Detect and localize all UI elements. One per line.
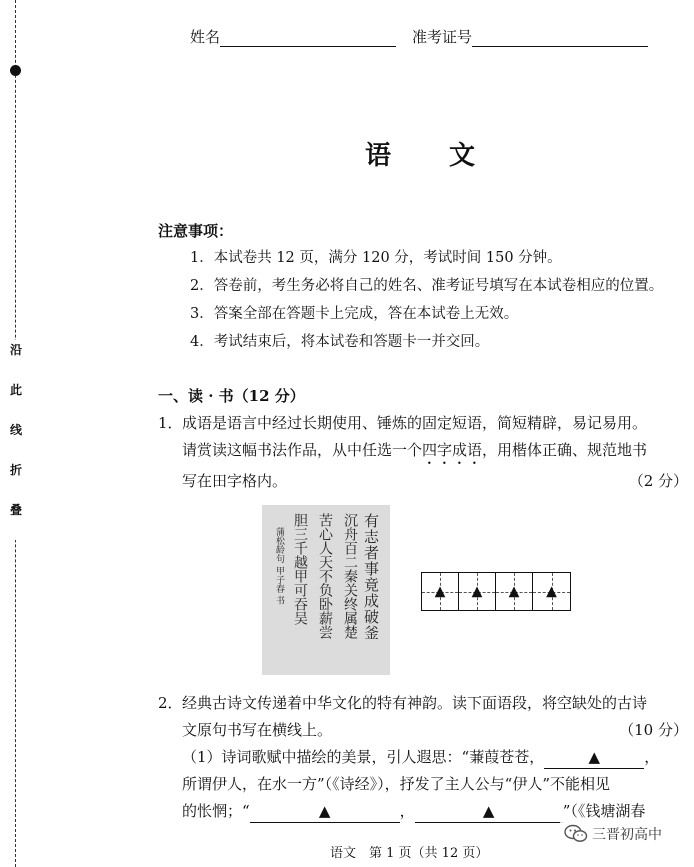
notice-item: 1．本试卷共 12 页，满分 120 分，考试时间 150 分钟。 [190, 250, 562, 266]
watermark-text: 三晋初高中 [592, 827, 662, 843]
calligraphy-artwork [262, 505, 390, 675]
calligraphy-column: 有志者事竟成破釜 [362, 513, 380, 641]
question-score: （2 分） [628, 472, 688, 490]
triangle-mark: ▲ [434, 583, 446, 600]
name-field[interactable] [220, 29, 396, 47]
grid-cell[interactable] [422, 573, 459, 610]
calligraphy-column: 苦心人天不负卧薪尝 [317, 513, 333, 639]
question-number: 1． [158, 414, 183, 432]
question-1 [158, 410, 688, 495]
grid-cell[interactable] [496, 573, 533, 610]
fold-instruction [6, 340, 26, 540]
notice-title: 注意事项： [158, 222, 234, 240]
notice-item: 2．答卷前，考生务必将自己的姓名、准考证号填写在本试卷相应的位置。 [190, 278, 664, 294]
notice-list [190, 248, 663, 360]
triangle-mark: ▲ [508, 583, 520, 600]
triangle-mark: ▲ [471, 583, 483, 600]
question-number: 2． [158, 694, 183, 712]
triangle-mark: ▲ [546, 583, 557, 600]
answer-blank[interactable]: ▲ [415, 801, 563, 823]
id-label: 准考证号 [412, 28, 473, 46]
fold-char: 线 [9, 423, 22, 437]
grid-cell[interactable] [533, 573, 570, 610]
fold-char: 叠 [9, 503, 22, 517]
candidate-header [190, 26, 648, 47]
grid-cell[interactable] [459, 573, 496, 610]
question-2 [158, 690, 688, 825]
sub-question-1: （1）诗词歌赋中描绘的美景，引人遐思：“蒹葭苍苍， ▲ ， 所谓伊人，在水一方”（《诗经》），抒发了主人公与“伊人”不能相见 的怅惘；“ ▲ ， ▲ ”（《钱塘湖春 [182, 744, 688, 825]
fold-dot [10, 65, 21, 76]
answer-grid [421, 572, 571, 611]
emphasis-text: 四字成语 [422, 441, 483, 459]
question-text: 所谓伊人，在水一方”（《诗经》），抒发了主人公与“伊人”不能相见 [182, 775, 611, 793]
answer-blank[interactable]: ▲ [544, 747, 644, 769]
fold-char: 折 [9, 463, 22, 477]
question-text: 经典古诗文传递着中华文化的特有神韵。读下面语段，将空缺处的古诗 [182, 694, 648, 712]
section-title: 一、读 · 书（12 分） [158, 387, 305, 405]
question-score: （10 分） [619, 721, 688, 739]
watermark [560, 822, 666, 846]
question-text: （1）诗词歌赋中描绘的美景，引人遐思：“蒹葭苍苍， [182, 748, 545, 766]
calligraphy-column: 胆三千越甲可吞吴 [292, 513, 308, 625]
calligraphy-column: 沉舟百二秦关终属楚 [342, 513, 358, 639]
wechat-icon [564, 824, 588, 844]
id-field[interactable] [472, 29, 648, 47]
name-label: 姓名 [190, 28, 221, 46]
calligraphy-inscription: 蒲松龄句 甲子春 书 [274, 527, 284, 605]
question-text: 成语是语言中经过长期使用、锤炼的固定短语，简短精辟，易记易用。 [182, 414, 648, 432]
page-title: 语文 [365, 141, 534, 171]
question-text: 写在田字格内。 （2 分） [182, 468, 688, 495]
answer-blank[interactable]: ▲ [250, 801, 400, 823]
fold-char: 沿 [9, 343, 22, 357]
question-text: 请赏读这幅书法作品，从中任选一个四字成语，用楷体正确、规范地书 [182, 441, 648, 459]
question-text: 文原句书写在横线上。 （10 分） [182, 717, 688, 744]
question-text: 的怅惘；“ [182, 802, 250, 820]
notice-item: 3．答案全部在答题卡上完成，答在本试卷上无效。 [190, 306, 519, 322]
page-footer: 语文 第 1 页（共 12 页） [330, 846, 489, 861]
notice-item: 4．考试结束后，将本试卷和答题卡一并交回。 [190, 334, 490, 350]
fold-char: 此 [9, 383, 22, 397]
